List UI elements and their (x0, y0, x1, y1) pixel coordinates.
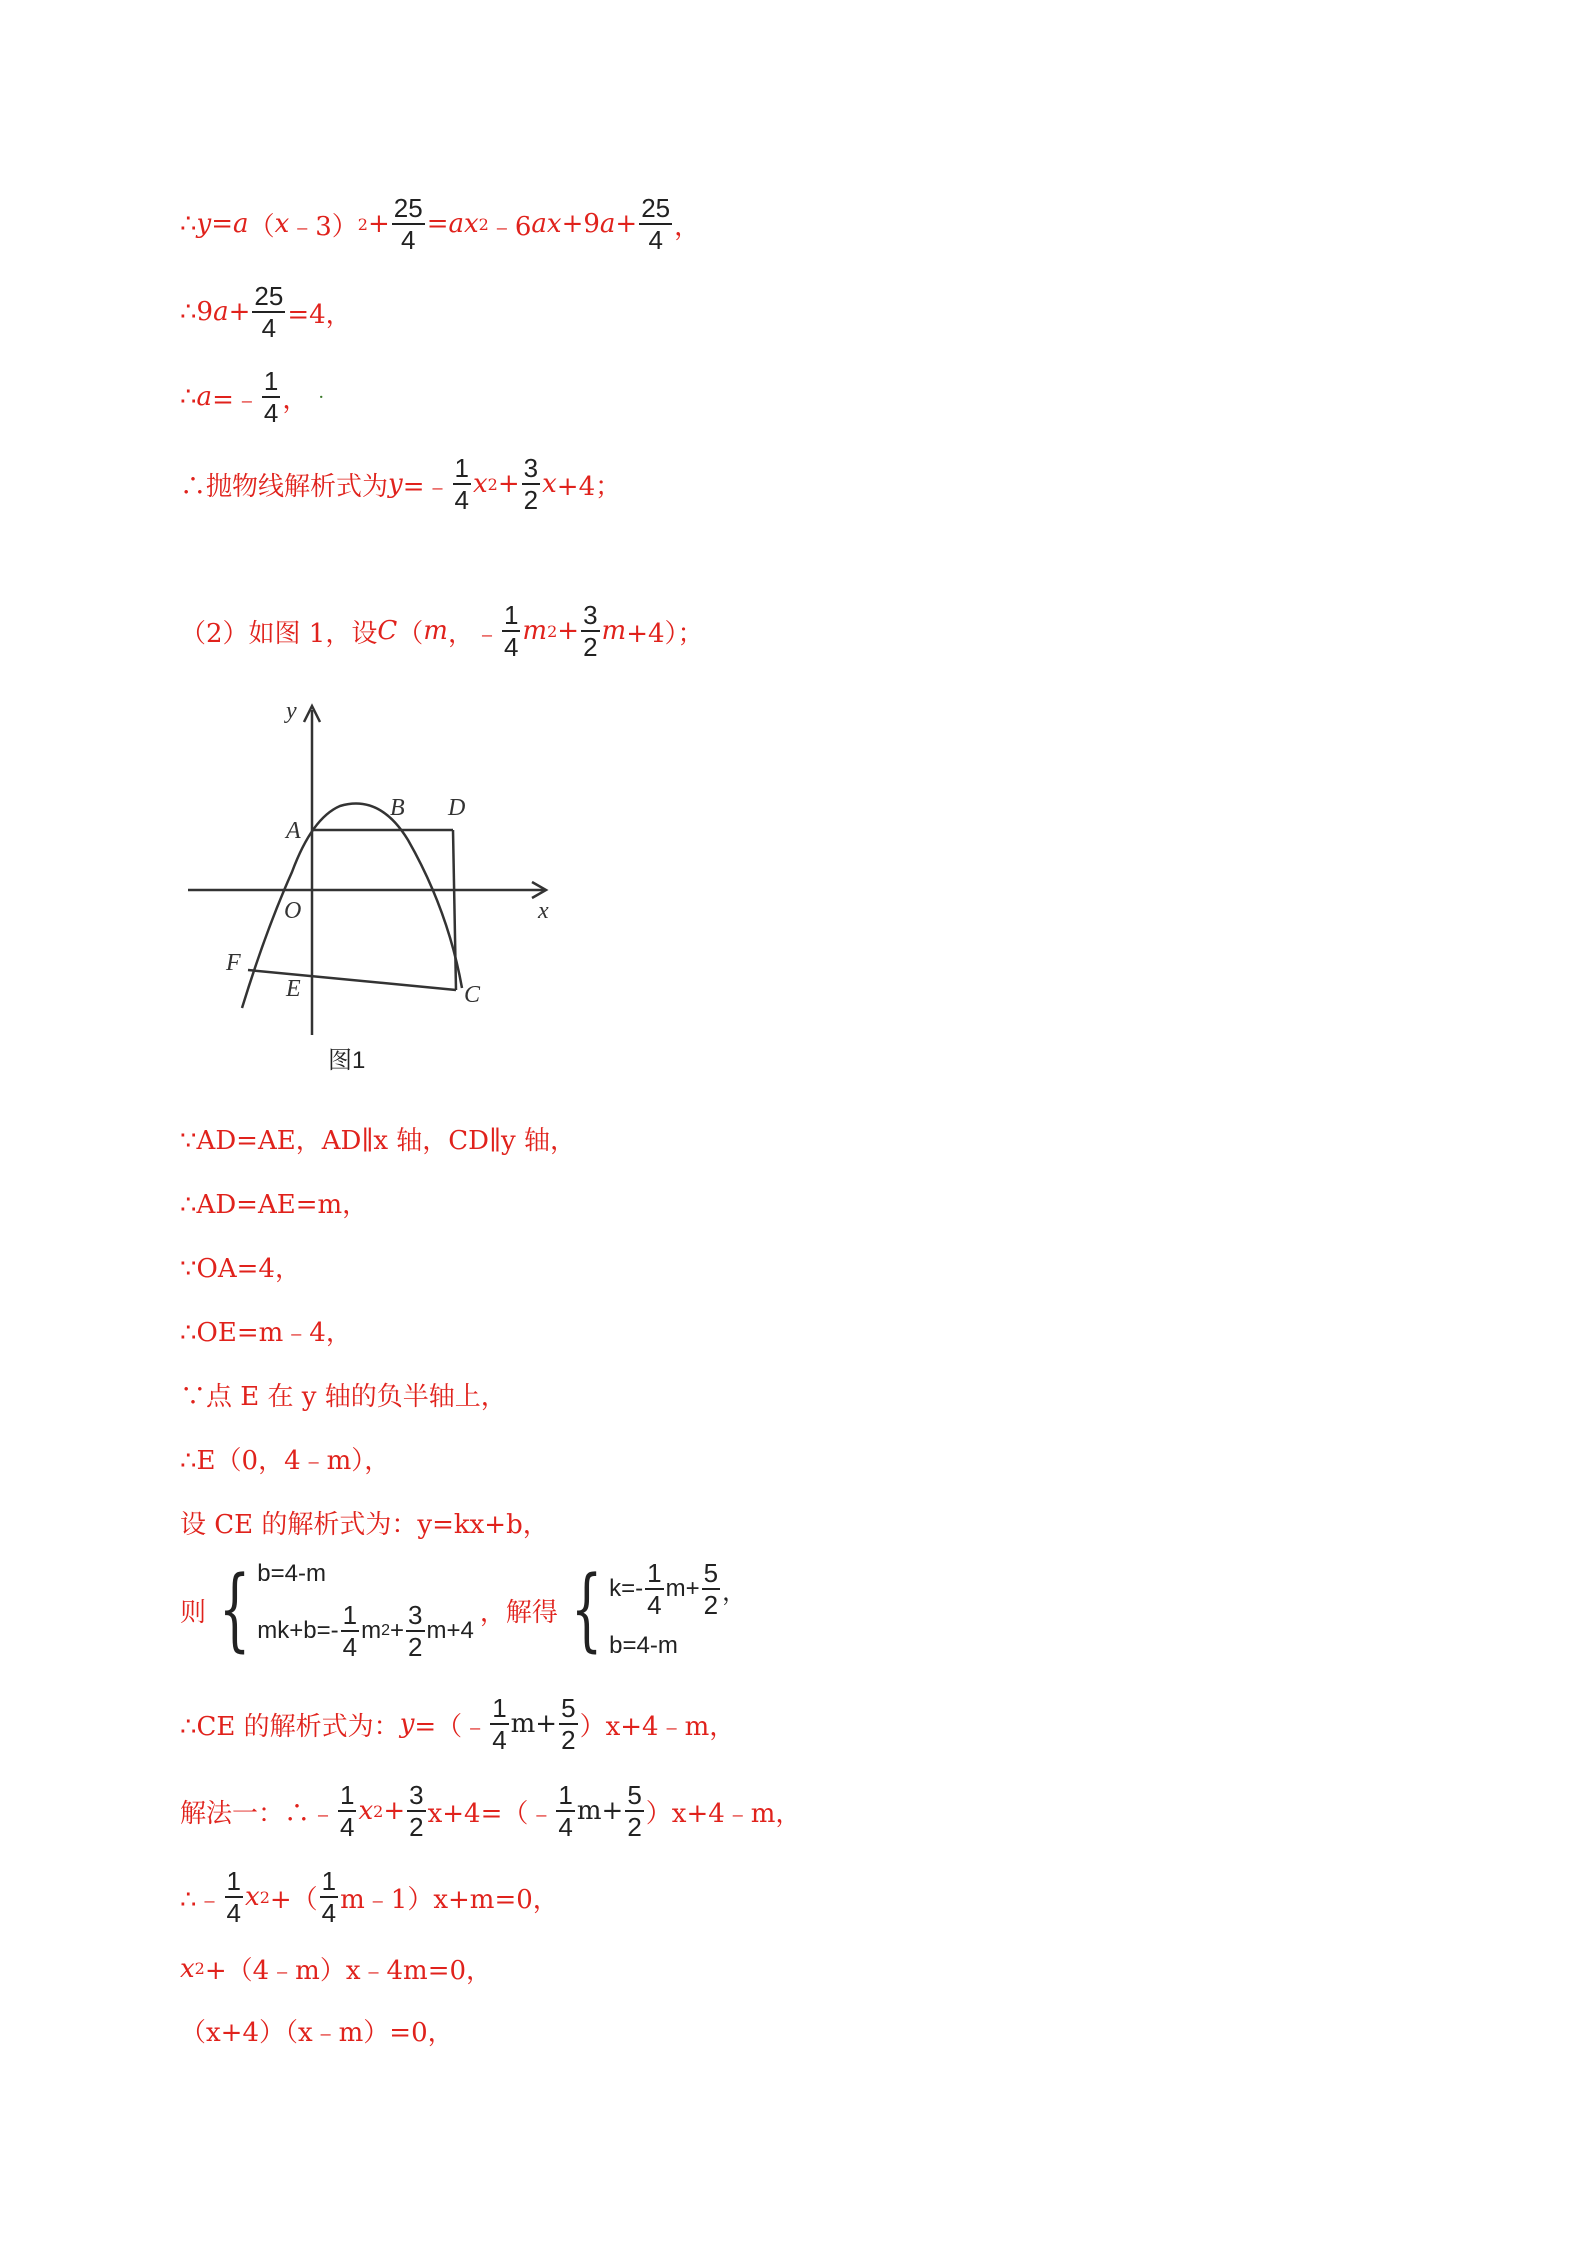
denominator: 2 (583, 632, 598, 662)
stray-dot: · (318, 386, 325, 408)
numerator: 25 (393, 193, 423, 223)
segment-fc (248, 970, 456, 990)
denominator: 2 (703, 1590, 719, 1620)
fraction (407, 1782, 425, 1840)
var-a: a (213, 297, 229, 327)
fraction (639, 195, 672, 253)
fraction (490, 1695, 508, 1753)
fraction (581, 602, 599, 660)
system-left (257, 1560, 474, 1660)
text: （2）如图 1，设 (180, 618, 378, 649)
text: ，解得 (479, 1597, 558, 1628)
numerator: 1 (558, 1780, 573, 1810)
line-9: ∴OE=m﹣4， (180, 1318, 352, 1348)
system-row (257, 1602, 474, 1660)
var-x: x (542, 469, 557, 499)
denominator: 2 (523, 485, 539, 515)
exponent: 2 (373, 1801, 384, 1821)
text: （ (248, 211, 275, 242)
system-row (609, 1632, 746, 1660)
fraction (225, 1868, 243, 1926)
var-x: x (472, 469, 488, 499)
var-m: m (423, 616, 448, 646)
numerator: 1 (340, 1780, 355, 1810)
numerator: 1 (503, 600, 519, 630)
figure-1 (180, 690, 580, 1090)
text: k=- (609, 1575, 644, 1602)
var-x: x (274, 209, 290, 239)
fraction (262, 368, 280, 426)
fraction (320, 1868, 338, 1926)
line-17 (180, 1950, 492, 1987)
text: ）x+4﹣m， (645, 1798, 802, 1829)
var-a: a (599, 209, 616, 239)
var-a: a (196, 382, 213, 412)
text: =（﹣ (414, 1711, 489, 1742)
line-13 (180, 1557, 747, 1662)
denominator: 4 (261, 313, 277, 343)
var-x: x (358, 1796, 374, 1826)
label-o: O (284, 898, 302, 924)
text: ）x+4﹣m， (579, 1711, 736, 1742)
figure-caption: 图1 (328, 1047, 366, 1074)
label-x: x (538, 898, 549, 924)
numerator: 25 (254, 281, 284, 311)
text: =﹣ (402, 471, 451, 502)
text: m (361, 1617, 382, 1644)
text: ， (282, 384, 309, 415)
left-brace: { (570, 1557, 603, 1662)
line-5 (180, 602, 704, 660)
text: ∴ (180, 382, 197, 412)
text: ∴CE 的解析式为： (180, 1711, 400, 1742)
fraction (252, 283, 285, 341)
parabola-curve (242, 804, 462, 1008)
text: m+ (576, 1796, 624, 1826)
denominator: 2 (408, 1632, 423, 1662)
numerator: 1 (321, 1866, 337, 1896)
line-7: ∴AD=AE=m， (180, 1190, 369, 1220)
exponent: 2 (259, 1887, 270, 1907)
text: +4）； (626, 618, 704, 649)
text: + (557, 616, 580, 646)
fraction (502, 602, 520, 660)
denominator: 4 (321, 1898, 337, 1928)
denominator: 4 (263, 398, 279, 428)
numerator: 3 (583, 600, 598, 630)
fraction (556, 1782, 574, 1840)
text: =4， (287, 299, 352, 330)
var-ax: ax (448, 209, 479, 239)
text: m﹣1）x+m=0， (340, 1884, 559, 1915)
text: ∴9 (180, 297, 214, 327)
text: + (383, 1796, 406, 1826)
fraction (522, 455, 540, 513)
denominator: 4 (401, 225, 416, 255)
numerator: 1 (492, 1693, 507, 1723)
line-10: ∵点 E 在 y 轴的负半轴上， (180, 1382, 507, 1412)
numerator: 5 (627, 1780, 642, 1810)
text: x+4=（﹣ (427, 1798, 555, 1829)
denominator: 4 (558, 1812, 573, 1842)
text: + (228, 297, 251, 327)
line-16 (180, 1868, 559, 1926)
var-x: x (180, 1953, 195, 1984)
line-11: ∴E（0，4﹣m）， (180, 1446, 391, 1476)
text: ， (722, 1578, 747, 1606)
fraction (453, 455, 471, 513)
system-row (609, 1560, 746, 1618)
text: + (367, 209, 390, 239)
text: ﹣6 (488, 211, 532, 242)
equation: b=4-m (257, 1560, 326, 1587)
label-a: A (286, 818, 301, 844)
numerator: 3 (523, 453, 539, 483)
var-c: C (377, 616, 398, 646)
numerator: 1 (226, 1866, 242, 1896)
text: = (211, 209, 234, 239)
text: +（ (269, 1884, 318, 1915)
fraction (702, 1560, 720, 1618)
var-y: y (399, 1709, 415, 1739)
fraction (559, 1695, 577, 1753)
numerator: 1 (342, 1600, 358, 1630)
denominator: 4 (503, 632, 519, 662)
system-right (609, 1560, 746, 1660)
var-y: y (196, 209, 212, 239)
denominator: 2 (627, 1812, 642, 1842)
denominator: 4 (492, 1725, 507, 1755)
text: ∴ (180, 209, 197, 239)
text: =﹣ (212, 384, 260, 415)
text: m+ (510, 1709, 558, 1739)
label-d: D (448, 795, 466, 821)
text: mk+b=- (257, 1617, 339, 1644)
numerator: 1 (647, 1558, 662, 1588)
fraction (341, 1602, 359, 1660)
fraction (392, 195, 425, 253)
denominator: 4 (342, 1632, 358, 1662)
line-1 (180, 195, 700, 253)
line-3 (180, 368, 324, 426)
denominator: 2 (561, 1725, 576, 1755)
exponent: 2 (478, 214, 489, 234)
text: ∴﹣ (180, 1884, 223, 1915)
line-15 (180, 1782, 801, 1840)
var-m: m (522, 616, 548, 646)
line-2 (180, 283, 352, 341)
numerator: 5 (703, 1558, 719, 1588)
numerator: 3 (408, 1600, 423, 1630)
parabola-diagram (180, 690, 580, 1090)
fraction (645, 1560, 663, 1618)
line-18: （x+4）（x﹣m）=0， (180, 2018, 454, 2048)
var-y: y (388, 469, 403, 499)
text: +4； (556, 471, 622, 502)
label-e: E (286, 976, 301, 1002)
numerator: 25 (641, 193, 671, 223)
text: 则 (180, 1597, 207, 1628)
label-b: B (390, 795, 405, 821)
label-c: C (464, 982, 481, 1008)
text: = (426, 209, 449, 239)
var-m: m (601, 616, 627, 646)
numerator: 1 (454, 453, 469, 483)
exponent: 2 (381, 1622, 391, 1639)
denominator: 4 (226, 1898, 242, 1928)
label-f: F (226, 950, 241, 976)
left-brace: { (218, 1557, 251, 1662)
fraction (625, 1782, 643, 1840)
denominator: 4 (647, 1590, 662, 1620)
line-14 (180, 1695, 735, 1753)
label-y: y (286, 698, 297, 724)
line-6: ∵AD=AE，AD∥x 轴，CD∥y 轴， (180, 1126, 576, 1156)
text: （ (397, 618, 424, 649)
text: ， (674, 211, 701, 242)
line-12: 设 CE 的解析式为：y=kx+b， (180, 1510, 549, 1540)
text: + (390, 1617, 405, 1644)
denominator: 4 (648, 225, 663, 255)
var-ax: ax (531, 209, 562, 239)
numerator: 3 (409, 1780, 424, 1810)
fraction (406, 1602, 424, 1660)
exponent: 2 (194, 1959, 205, 1978)
exponent: 2 (547, 621, 558, 641)
text: + (497, 469, 520, 499)
text: ﹣3） (289, 211, 358, 242)
text: +9 (561, 209, 600, 239)
numerator: 5 (561, 1693, 576, 1723)
text: m+4 (426, 1617, 474, 1644)
equation: b=4-m (609, 1632, 678, 1659)
text: + (615, 209, 638, 239)
denominator: 4 (454, 485, 469, 515)
text: ，﹣ (447, 618, 500, 649)
fraction (338, 1782, 356, 1840)
denominator: 4 (340, 1812, 355, 1842)
numerator: 1 (263, 366, 279, 396)
denominator: 2 (409, 1812, 424, 1842)
text: +（4﹣m）x﹣4m=0， (204, 1956, 493, 1986)
exponent: 2 (487, 474, 498, 494)
line-4 (180, 455, 621, 513)
var-a: a (233, 209, 249, 239)
text: 解法一：∴﹣ (180, 1798, 337, 1829)
text: m+ (665, 1575, 700, 1602)
segment-dc (453, 830, 456, 990)
var-x: x (245, 1882, 260, 1912)
text: ∴抛物线解析式为 (180, 471, 389, 502)
line-8: ∵OA=4， (180, 1254, 301, 1284)
exponent: 2 (357, 214, 368, 234)
system-row (257, 1560, 474, 1588)
